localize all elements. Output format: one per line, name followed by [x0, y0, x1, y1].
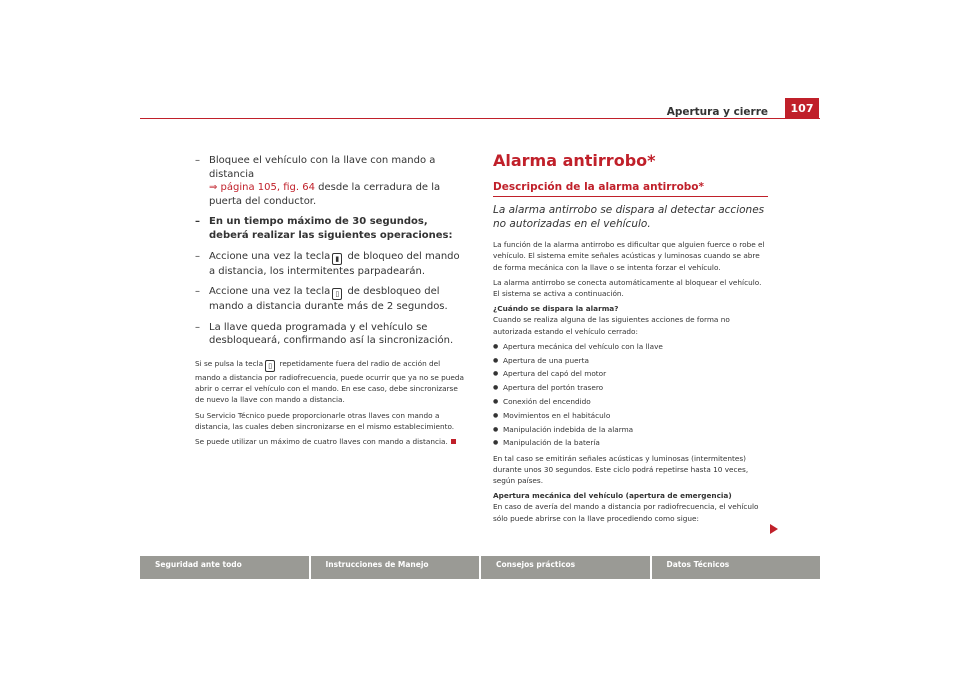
- left-column: [195, 154, 467, 451]
- list-item: ● Manipulación indebida de la alarma: [493, 424, 768, 435]
- step-text: La llave queda programada y el vehículo se desbloqueará, confirmando así la sincronización.: [209, 321, 454, 347]
- paragraph: La alarma antirrobo se conecta automáticamente al bloquear el vehículo. El sistema se activa a continuación.: [493, 277, 762, 299]
- page-reference-link[interactable]: ⇒ página 105, fig. 64: [209, 182, 315, 194]
- dash-icon: –: [195, 250, 200, 262]
- step-item: [195, 215, 467, 242]
- list-item: ● Apertura de una puerta: [493, 355, 768, 366]
- end-of-section-icon: [451, 439, 456, 444]
- right-column: [493, 152, 768, 528]
- next-page-arrow-icon[interactable]: [770, 524, 778, 534]
- step-text: Bloquee el vehículo con la llave con mando a distancia: [209, 155, 436, 180]
- dash-icon: –: [195, 321, 200, 333]
- header-rule: [140, 118, 820, 119]
- dash-icon: –: [195, 216, 200, 228]
- footer-tab-instrucciones[interactable]: Instrucciones de Manejo: [311, 556, 482, 579]
- step-text: Accione una vez la tecla: [209, 286, 331, 298]
- paragraph: La función de la alarma antirrobo es dificultar que alguien fuerce o robe el vehículo. El sistema emite señales acústicas y luminosas cuando se abre de forma mecánica con la llave o se intenta forzar el vehículo.: [493, 240, 765, 272]
- paragraph-heading: Apertura mecánica del vehículo (apertura de emergencia): [493, 491, 732, 501]
- dash-icon: –: [195, 286, 200, 298]
- page-number: 107: [785, 98, 819, 118]
- list-item: ● Apertura del capó del motor: [493, 368, 768, 379]
- list-item: ● Apertura del portón trasero: [493, 382, 768, 393]
- list-item: ● Conexión del encendido: [493, 396, 768, 407]
- list-item: ● Apertura mecánica del vehículo con la llave: [493, 341, 768, 352]
- dash-icon: –: [195, 155, 200, 166]
- step-text: de desbloqueo del mando a distancia durante más de 2 segundos.: [209, 286, 448, 313]
- step-item: [195, 321, 467, 348]
- subsection-title: Descripción de la alarma antirrobo*: [493, 182, 768, 197]
- step-text: En un tiempo máximo de 30 segundos, deberá realizar las siguientes operaciones:: [209, 216, 453, 241]
- paragraph: En caso de avería del mando a distancia por radiofrecuencia, el vehículo sólo puede abrirse con la llave procediendo como sigue:: [493, 502, 759, 523]
- intro-text: La alarma antirrobo se dispara al detectar acciones no autorizadas en el vehículo.: [493, 204, 765, 231]
- step-item: [195, 250, 467, 279]
- footer-tab-consejos[interactable]: Consejos prácticos: [481, 556, 652, 579]
- step-text: desde la cerradura de la puerta del conductor.: [209, 182, 441, 207]
- step-text: Accione una vez la tecla: [209, 250, 331, 262]
- paragraph: Cuando se realiza alguna de las siguientes acciones de forma no autorizada estando el vehículo cerrado:: [493, 315, 730, 336]
- list-item: ● Movimientos en el habitáculo: [493, 410, 768, 421]
- trigger-list: [493, 341, 768, 449]
- section-title: Alarma antirrobo*: [493, 151, 656, 170]
- footer-tab-datos[interactable]: Datos Técnicos: [652, 556, 821, 579]
- paragraph-heading: ¿Cuándo se dispara la alarma?: [493, 304, 619, 314]
- lock-key-icon: ▮: [332, 253, 342, 265]
- unlock-key-icon: ▯: [332, 288, 342, 300]
- step-text: de bloqueo del mando a distancia, los intermitentes parpadearán.: [209, 250, 460, 277]
- footer-tab-seguridad[interactable]: Seguridad ante todo: [140, 556, 311, 579]
- note-paragraph: Su Servicio Técnico puede proporcionarle otras llaves con mando a distancia, las cuales deben sincronizarse en el mismo establecimiento.: [195, 410, 455, 431]
- list-item: ● Manipulación de la batería: [493, 437, 768, 448]
- unlock-key-icon: ▯: [265, 360, 275, 372]
- note-paragraph: Si se pulsa la tecla ▯ repetidamente fuera del radio de acción del mando a distancia por radiofrecuencia, puede ocurrir que ya no se pueda abrir o cerrar el vehículo con el mando. En ese caso, debe sincronizarse de nuevo la llave con mando a distancia.: [195, 358, 465, 405]
- notes: [195, 358, 467, 447]
- step-item: [195, 285, 467, 314]
- paragraph: En tal caso se emitirán señales acústicas y luminosas (intermitentes) durante unos 30 segundos. Este ciclo podrá repetirse hasta 10 veces, según países.: [493, 453, 749, 486]
- note-paragraph: Se puede utilizar un máximo de cuatro llaves con mando a distancia.: [195, 436, 467, 447]
- header-title: Apertura y cierre: [666, 106, 768, 118]
- step-item: [195, 154, 467, 208]
- footer-nav: [140, 556, 820, 579]
